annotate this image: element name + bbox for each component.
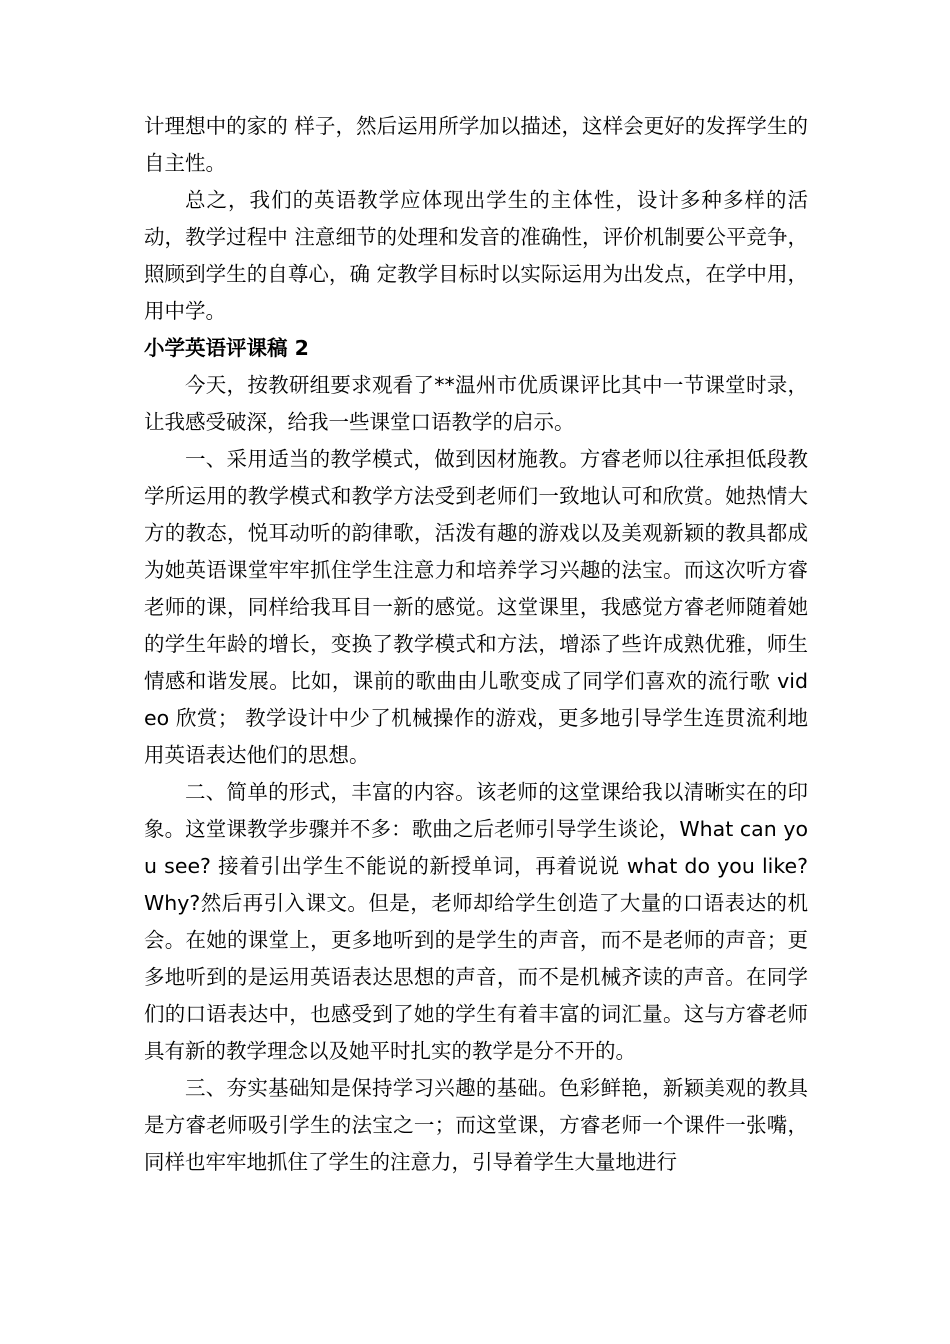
- document-page: [144, 108, 808, 1181]
- section-heading: 小学英语评课稿 2: [144, 336, 309, 360]
- paragraph-intro: 今天，按教研组要求观看了**温州市优质课评比其中一节课堂时录，让我感受破深，给我一些课堂口语教学的启示。: [144, 373, 808, 434]
- paragraph-point-one: 一、采用适当的教学模式，做到因材施教。方睿老师以往承担低段教学所运用的教学模式和教学方法受到老师们一致地认可和欣赏。她热情大方的教态，悦耳动听的韵律歌，活泼有趣的游戏以及美观新颖的教具都成为她英语课堂牢牢抓住学生注意力和培养学习兴趣的法宝。而这次听方睿老师的课，同样给我耳目一新的感觉。这堂课里，我感觉方睿老师随着她的学生年龄的增长，变换了教学模式和方法，增添了些许成熟优雅，师生情感和谐发展。比如，课前的歌曲由儿歌变成了同学们喜欢的流行歌 video 欣赏； 教学设计中少了机械操作的游戏，更多地引导学生连贯流利地用英语表达他们的思想。: [144, 447, 808, 767]
- paragraph-point-three: 三、夯实基础知是保持学习兴趣的基础。色彩鲜艳，新颖美观的教具是方睿老师吸引学生的法宝之一；而这堂课，方睿老师一个课件一张嘴，同样也牢牢地抓住了学生的注意力，引导着学生大量地进行: [144, 1076, 808, 1174]
- paragraph-conclusion: 总之，我们的英语教学应体现出学生的主体性，设计多种多样的活动，教学过程中 注意细节的处理和发音的准确性，评价机制要公平竞争，照顾到学生的自尊心，确 定教学目标时以实际运用为出发点，在学中用，用中学。: [144, 188, 808, 323]
- paragraph-continuation: 计理想中的家的 样子，然后运用所学加以描述，这样会更好的发挥学生的自主性。: [144, 114, 808, 175]
- paragraph-point-two: 二、简单的形式，丰富的内容。该老师的这堂课给我以清晰实在的印象。这堂课教学步骤并不多：歌曲之后老师引导学生谈论，What can you see? 接着引出学生不能说的新授单词，再着说说 what do you like? Why?然后再引入课文。但是，老师却给学生创造了大量的口语表达的机会。在她的课堂上，更多地听到的是学生的声音，而不是老师的声音；更多地听到的是运用英语表达思想的声音，而不是机械齐读的声音。在同学们的口语表达中，也感受到了她的学生有着丰富的词汇量。这与方睿老师具有新的教学理念以及她平时扎实的教学是分不开的。: [144, 780, 808, 1063]
